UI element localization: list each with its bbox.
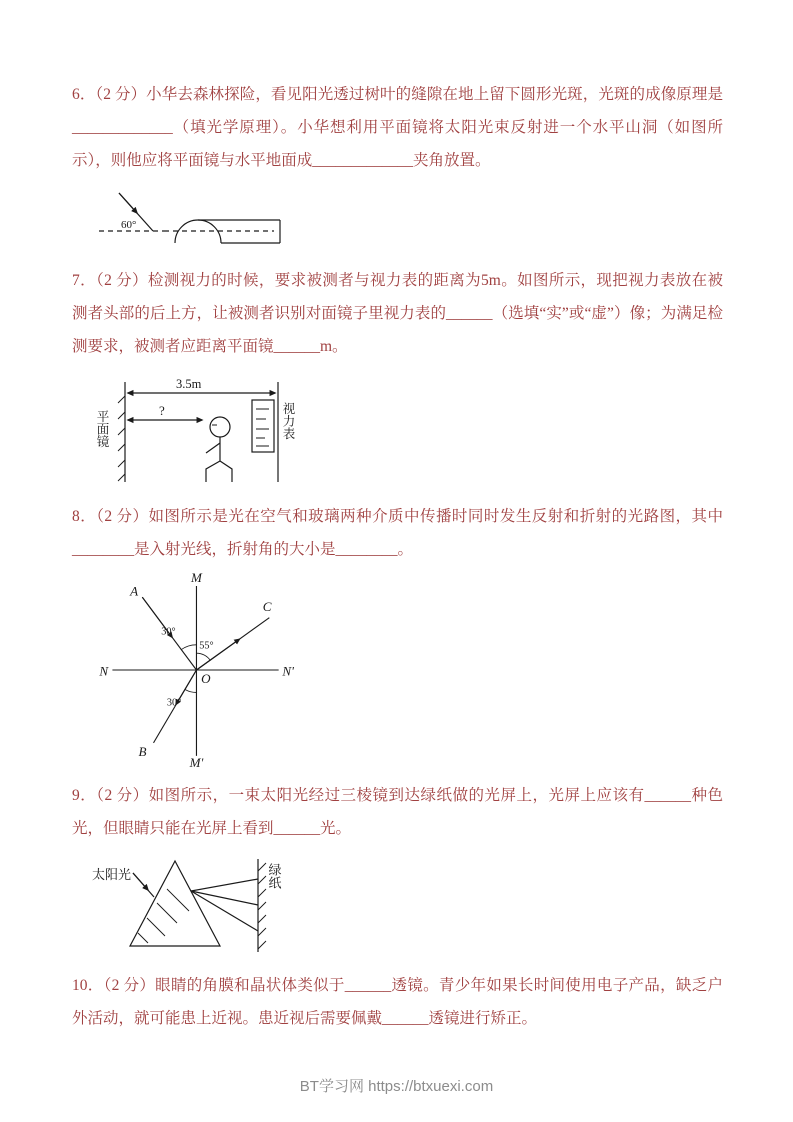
angle-am-label: 30° [161, 626, 176, 638]
page-footer: BT学习网 https://btxuexi.com [299, 1078, 494, 1095]
question-9 [72, 779, 723, 959]
surface-left-label: N [99, 663, 109, 679]
question-8 [72, 500, 723, 769]
q6-mirror-cave-diagram [96, 190, 291, 254]
question-7-text: 7．（2 分）检测视力的时候，要求被测者与视力表的距离为5m。如图所示，现把视力表放在被测者头部的后上方，让被测者识别对面镜子里视力表的______（选填“实”或“虚”）像；为满足检测要求，被测者应距离平面镜______m。 [72, 272, 723, 355]
question-10-text: 10．（2 分）眼睛的角膜和晶状体类似于______透镜。青少年如果长时间使用电子产品，缺乏户外活动，就可能患上近视。患近视后需要佩戴______透镜进行矫正。 [72, 977, 723, 1027]
mirror-label: 平面镜 [95, 410, 109, 448]
sunlight-label: 太阳光 [92, 867, 132, 882]
spectrum-ray-middle [191, 891, 258, 905]
question-10 [72, 969, 723, 1035]
prism [130, 861, 220, 946]
distance-label: 3.5m [176, 377, 202, 391]
surface-right-label: N' [282, 663, 294, 679]
angle-60-label: 60° [121, 219, 137, 231]
cave-mouth-arc [175, 220, 221, 243]
screen-hatching [258, 863, 266, 949]
angle-arc-am [182, 645, 197, 650]
angle-mc-label: 55° [199, 640, 214, 652]
angle-bm-label: 30° [166, 697, 182, 709]
mirror-hatching [118, 396, 125, 481]
question-6 [72, 78, 723, 254]
q9-prism-diagram [90, 853, 295, 959]
ray-c-label: C [262, 599, 272, 615]
angle-arc-bm [185, 690, 196, 693]
spectrum-ray-top [191, 879, 258, 891]
eye-chart-rows [256, 409, 269, 446]
normal-top-label: M [191, 571, 202, 586]
unknown-label: ? [159, 403, 165, 418]
chart-label: 视力表 [281, 402, 295, 440]
question-9-text: 9．（2 分）如图所示，一束太阳光经过三棱镜到达绿纸做的光屏上，光屏上应该有______种色光，但眼睛只能在光屏上看到______光。 [72, 787, 723, 837]
ray-a-label: A [130, 583, 139, 599]
person-head [210, 417, 230, 437]
sunlight-ray [133, 873, 154, 897]
angle-arc-mc [196, 653, 210, 660]
q8-ray-diagram [86, 571, 306, 769]
origin-label: O [201, 671, 211, 687]
person-body [206, 437, 232, 482]
question-6-text: 6．（2 分）小华去森林探险，看见阳光透过树叶的缝隙在地上留下圆形光斑，光斑的成像原理是_____________（填光学原理）。小华想利用平面镜将太阳光束反射进一个水平山洞（如图所示），则他应将平面镜与水平地面成_____________夹角放置。 [72, 86, 723, 169]
eye-chart [252, 400, 274, 452]
question-7 [72, 264, 723, 490]
question-8-text: 8．（2 分）如图所示是光在空气和玻璃两种介质中传播时同时发生反射和折射的光路图，其中________是入射光线，折射角的大小是________。 [72, 508, 723, 558]
normal-bottom-label: M' [189, 755, 204, 769]
q7-eyesight-test-diagram [92, 374, 307, 490]
ray-b-label: B [138, 743, 147, 759]
screen-label: 绿纸 [266, 863, 282, 889]
